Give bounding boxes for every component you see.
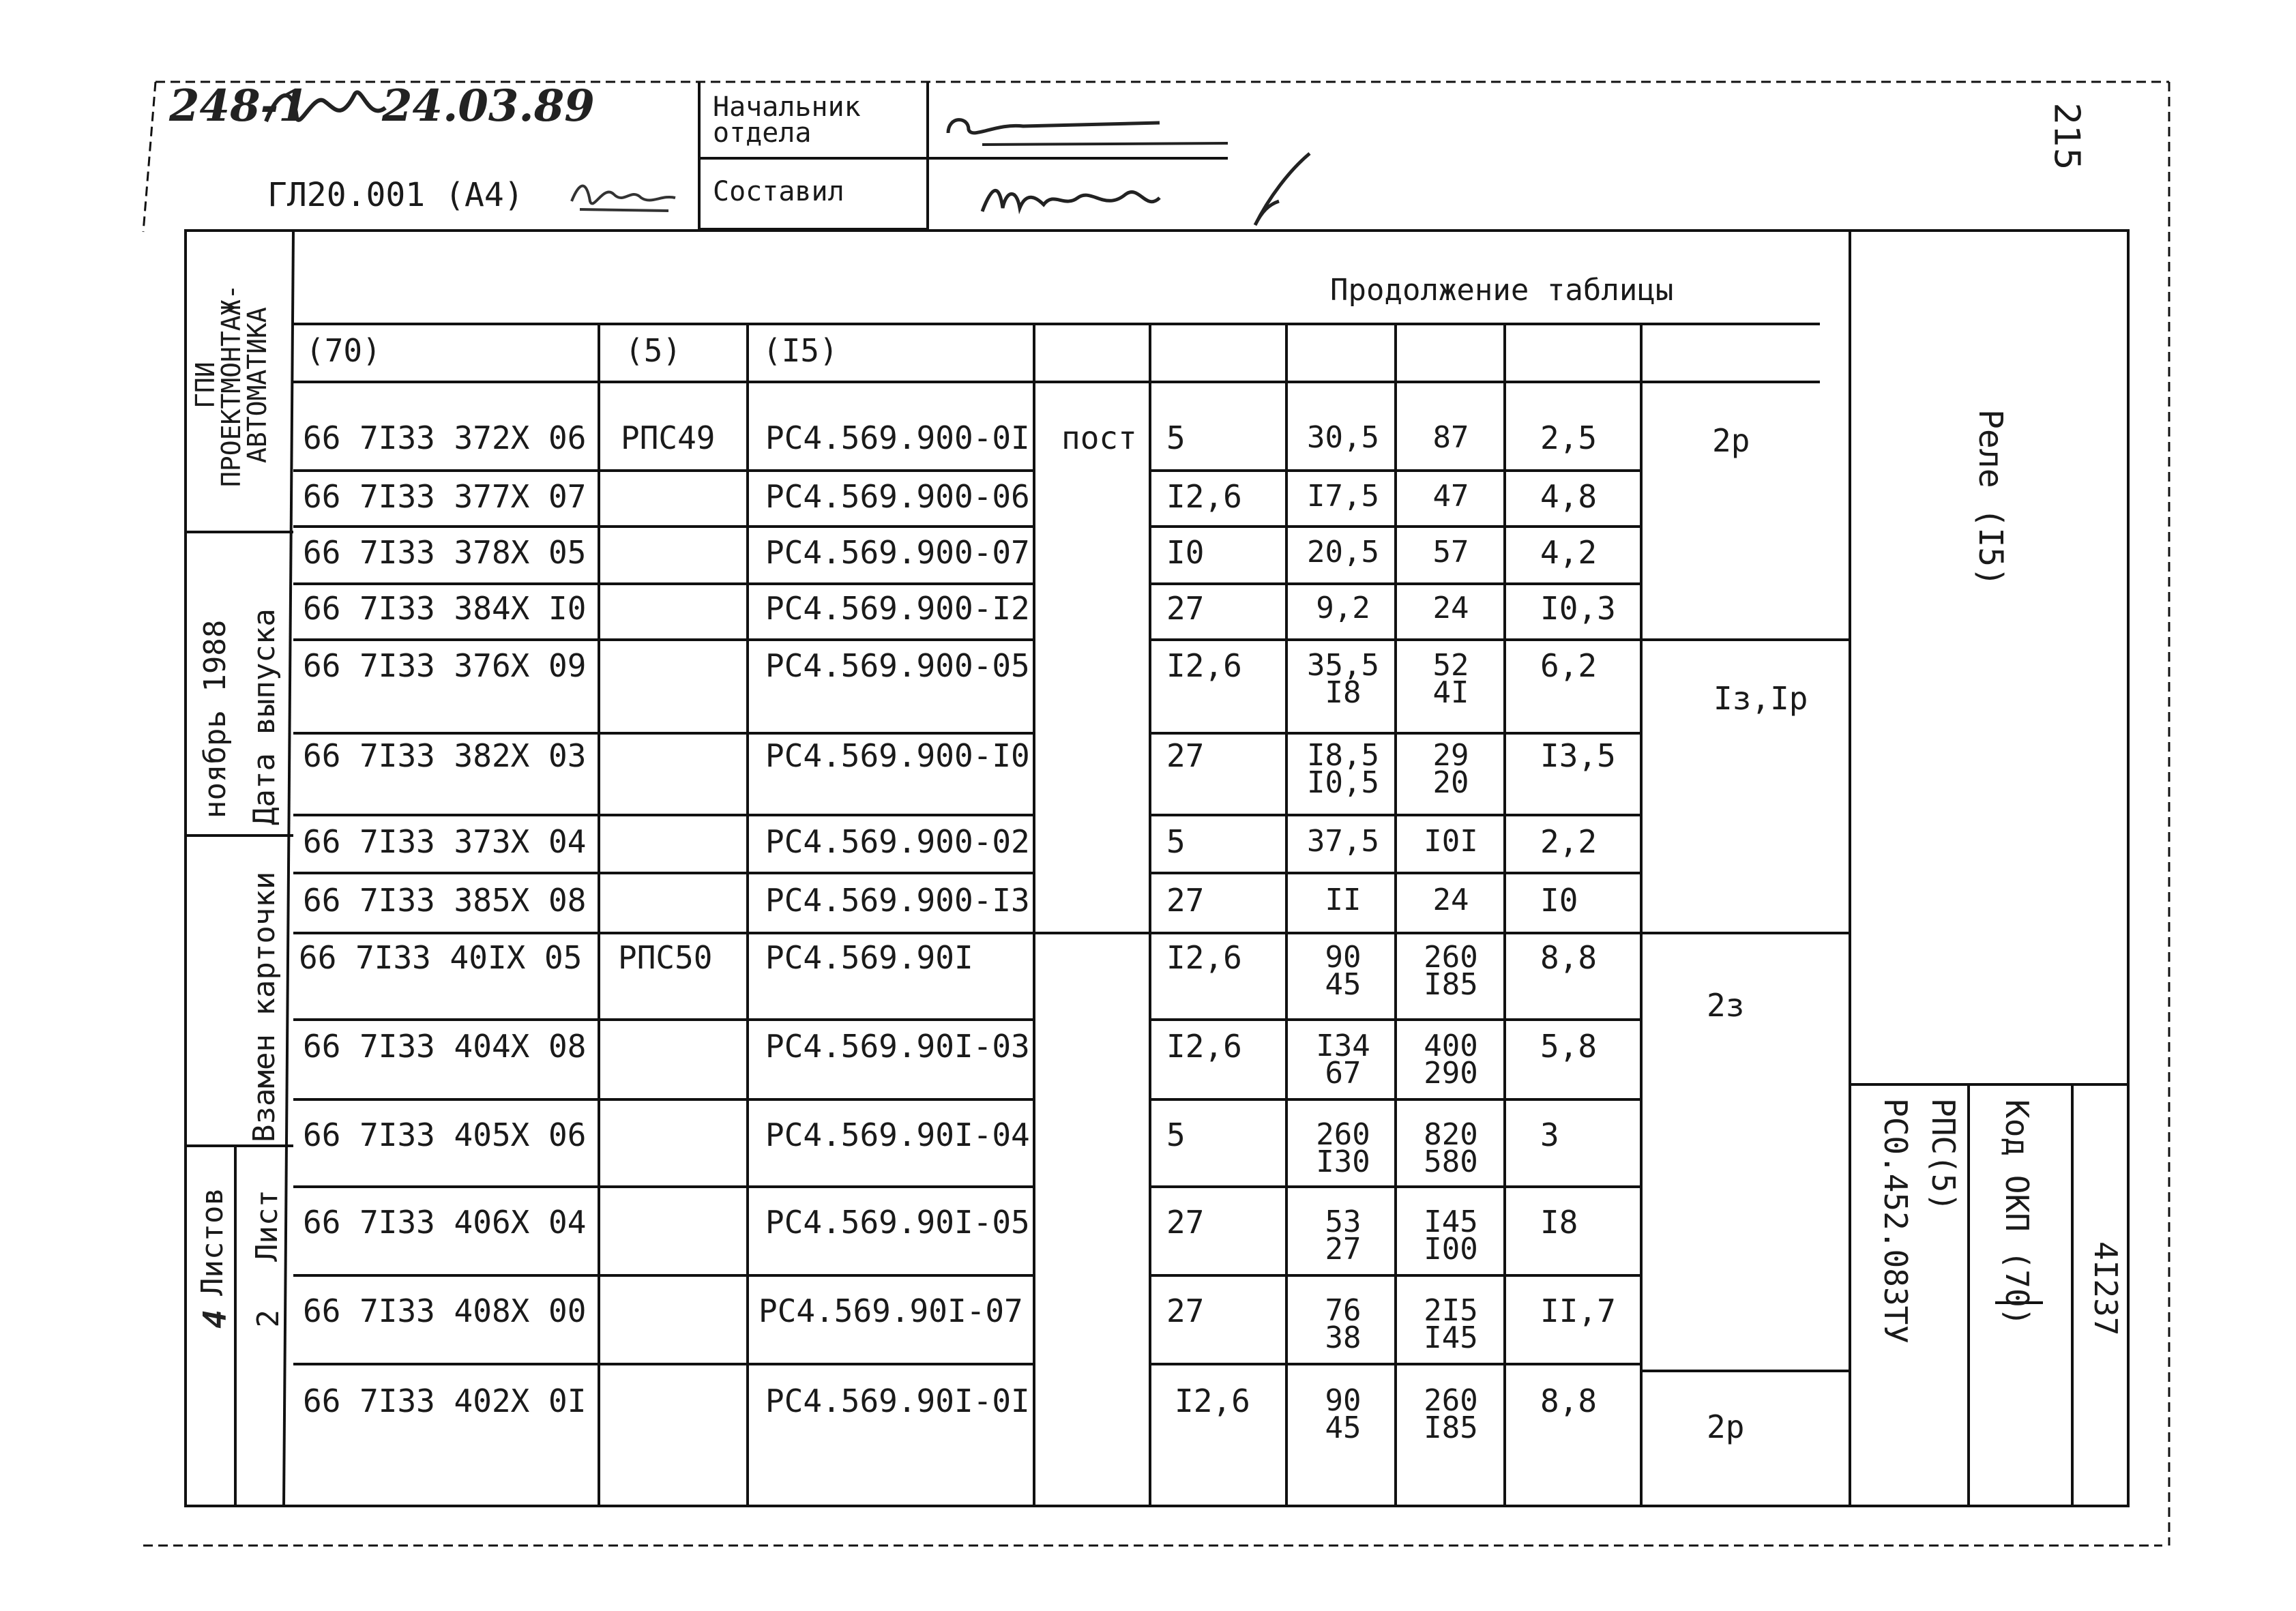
type-group-rps49: РПС49 <box>621 419 716 456</box>
row-value-2: 53 27 <box>1325 1204 1362 1267</box>
row-value-3: 24 <box>1432 591 1469 625</box>
row-code: 66 7I33 378X 05 <box>303 534 587 571</box>
row-code: 66 7I33 405X 06 <box>303 1117 587 1153</box>
row-value-3: I45 I00 <box>1424 1204 1478 1267</box>
row-value-3: 260 I85 <box>1424 1383 1478 1445</box>
row-value-4: 2,5 <box>1540 419 1598 456</box>
row-value-1: I0 <box>1166 534 1205 571</box>
row-value-1: 5 <box>1166 1117 1186 1153</box>
form-code: ГЛ20.001 (А4) <box>267 176 524 214</box>
row-value-4: I0,3 <box>1540 590 1616 627</box>
row-value-4: 3 <box>1540 1117 1559 1153</box>
row-value-1: 27 <box>1166 590 1205 627</box>
row-value-3: 24 <box>1432 883 1469 917</box>
contacts-group-2: Iз,Iр <box>1713 680 1808 717</box>
header-code: (70) <box>306 332 381 369</box>
row-value-4: 2,2 <box>1540 823 1598 860</box>
row-value-1: 5 <box>1166 419 1186 456</box>
chief-label: Начальник отдела <box>713 91 861 149</box>
type-group-rps50: РПС50 <box>618 939 713 976</box>
row-value-3: 47 <box>1432 479 1469 514</box>
row-value-3: 2I5 I45 <box>1424 1293 1478 1355</box>
replace-card-label: Взамен карточки <box>247 871 282 1142</box>
sheets-value: 4 <box>196 1310 233 1329</box>
handwritten-date: 24.03.89 <box>382 80 595 132</box>
sheet-index: 215 <box>2046 102 2087 171</box>
sheet-label: Лист <box>250 1189 284 1262</box>
row-value-1: I2,6 <box>1175 1383 1250 1419</box>
row-value-4: 6,2 <box>1540 647 1598 684</box>
row-value-1: I2,6 <box>1166 647 1242 684</box>
row-value-3: 87 <box>1432 420 1469 455</box>
card-title: Реле (I5) <box>1971 409 2010 587</box>
row-value-1: 27 <box>1166 1292 1205 1329</box>
header-type: (5) <box>625 332 682 369</box>
row-value-3: 29 20 <box>1432 738 1469 800</box>
row-code: 66 7I33 377X 07 <box>303 478 587 515</box>
okp-value: 4I237 <box>2087 1241 2124 1336</box>
contacts-group-1: 2р <box>1712 422 1750 459</box>
row-code: 66 7I33 382X 03 <box>303 737 587 774</box>
row-spec: РС4.569.900-06 <box>765 478 1030 515</box>
row-value-4: 4,8 <box>1540 478 1598 515</box>
row-spec: РС4.569.90I-0I <box>765 1383 1030 1419</box>
row-value-2: 76 38 <box>1325 1293 1362 1355</box>
row-spec: РС4.569.90I-05 <box>765 1204 1030 1241</box>
row-spec: РС4.569.90I-03 <box>765 1028 1030 1065</box>
row-value-2: 260 I30 <box>1316 1117 1370 1179</box>
header-spec: (I5) <box>763 332 838 369</box>
org-name: ГПИ ПРОЕКТМОНТАЖ- АВТОМАТИКА <box>190 284 272 487</box>
row-value-2: 90 45 <box>1325 940 1362 1002</box>
row-value-1: 27 <box>1166 1204 1205 1241</box>
row-value-2: I34 67 <box>1316 1029 1370 1091</box>
row-value-1: 5 <box>1166 823 1186 860</box>
row-value-2: I8,5 I0,5 <box>1307 738 1379 800</box>
row-spec: РС4.569.900-07 <box>765 534 1030 571</box>
row-code: 66 7I33 404X 08 <box>303 1028 587 1065</box>
row-spec: РС4.569.90I-04 <box>765 1117 1030 1153</box>
row-code: 66 7I33 376X 09 <box>303 647 587 684</box>
row-value-4: II,7 <box>1540 1292 1616 1329</box>
row-value-2: I7,5 <box>1307 479 1379 514</box>
row-value-4: 4,2 <box>1540 534 1598 571</box>
relay-type: РПС(5) <box>1925 1098 1962 1212</box>
row-value-4: I3,5 <box>1540 737 1616 774</box>
row-code: 66 7I33 402X 0I <box>303 1383 587 1419</box>
sheets-label: Листов <box>195 1187 230 1296</box>
row-value-2: 90 45 <box>1325 1383 1362 1445</box>
row-spec: РС4.569.90I <box>765 939 973 976</box>
issue-date-value: ноябрь 1988 <box>198 619 233 818</box>
row-code: 66 7I33 373X 04 <box>303 823 587 860</box>
relay-spec: РС0.452.083ТУ <box>1877 1098 1914 1344</box>
row-value-3: I0I <box>1424 824 1478 859</box>
issue-date-label: Дата выпуска <box>247 608 282 825</box>
compiled-label: Составил <box>713 176 844 207</box>
table-caption: Продолжение таблицы <box>1330 273 1674 308</box>
row-value-4: I8 <box>1540 1204 1578 1241</box>
row-spec: РС4.569.900-I2 <box>765 590 1030 627</box>
row-value-1: 27 <box>1166 882 1205 919</box>
row-spec: РС4.569.900-0I <box>765 419 1030 456</box>
handwritten-number: 248-1 <box>169 80 309 132</box>
row-spec: РС4.569.900-I0 <box>765 737 1030 774</box>
sheet-value: 2 <box>251 1310 286 1328</box>
row-code: 66 7I33 384X I0 <box>303 590 587 627</box>
row-value-2: 37,5 <box>1307 824 1379 859</box>
contacts-group-4: 2р <box>1707 1408 1745 1445</box>
row-value-3: 820 580 <box>1424 1117 1478 1179</box>
row-value-1: I2,6 <box>1166 1028 1242 1065</box>
row-code: 66 7I33 408X 00 <box>303 1292 587 1329</box>
row-value-4: 8,8 <box>1540 1383 1598 1419</box>
row-value-2: 20,5 <box>1307 535 1379 570</box>
contacts-group-3: 2з <box>1707 987 1745 1024</box>
okp-label: Код ОКП (70) <box>1999 1099 2035 1327</box>
row-value-4: 5,8 <box>1540 1028 1598 1065</box>
row-value-2: II <box>1325 883 1362 917</box>
row-value-2: 30,5 <box>1307 420 1379 455</box>
row-value-3: 52 4I <box>1432 648 1469 710</box>
row-value-4: I0 <box>1540 882 1578 919</box>
row-code: 66 7I33 372X 06 <box>303 419 587 456</box>
row-value-2: 9,2 <box>1316 591 1370 625</box>
row-value-3: 57 <box>1432 535 1469 570</box>
row-code: 66 7I33 385X 08 <box>303 882 587 919</box>
row-spec: РС4.569.900-05 <box>765 647 1030 684</box>
row-value-1: 27 <box>1166 737 1205 774</box>
row-spec: РС4.569.90I-07 <box>759 1292 1023 1329</box>
row-value-1: I2,6 <box>1166 478 1242 515</box>
row-value-2: 35,5 I8 <box>1307 648 1379 710</box>
row-spec: РС4.569.900-I3 <box>765 882 1030 919</box>
current-kind: пост <box>1061 419 1137 456</box>
row-value-4: 8,8 <box>1540 939 1598 976</box>
row-value-3: 260 I85 <box>1424 940 1478 1002</box>
row-code: 66 7I33 40IX 05 <box>299 939 583 976</box>
row-code: 66 7I33 406X 04 <box>303 1204 587 1241</box>
row-value-1: I2,6 <box>1166 939 1242 976</box>
row-value-3: 400 290 <box>1424 1029 1478 1091</box>
row-spec: РС4.569.900-02 <box>765 823 1030 860</box>
